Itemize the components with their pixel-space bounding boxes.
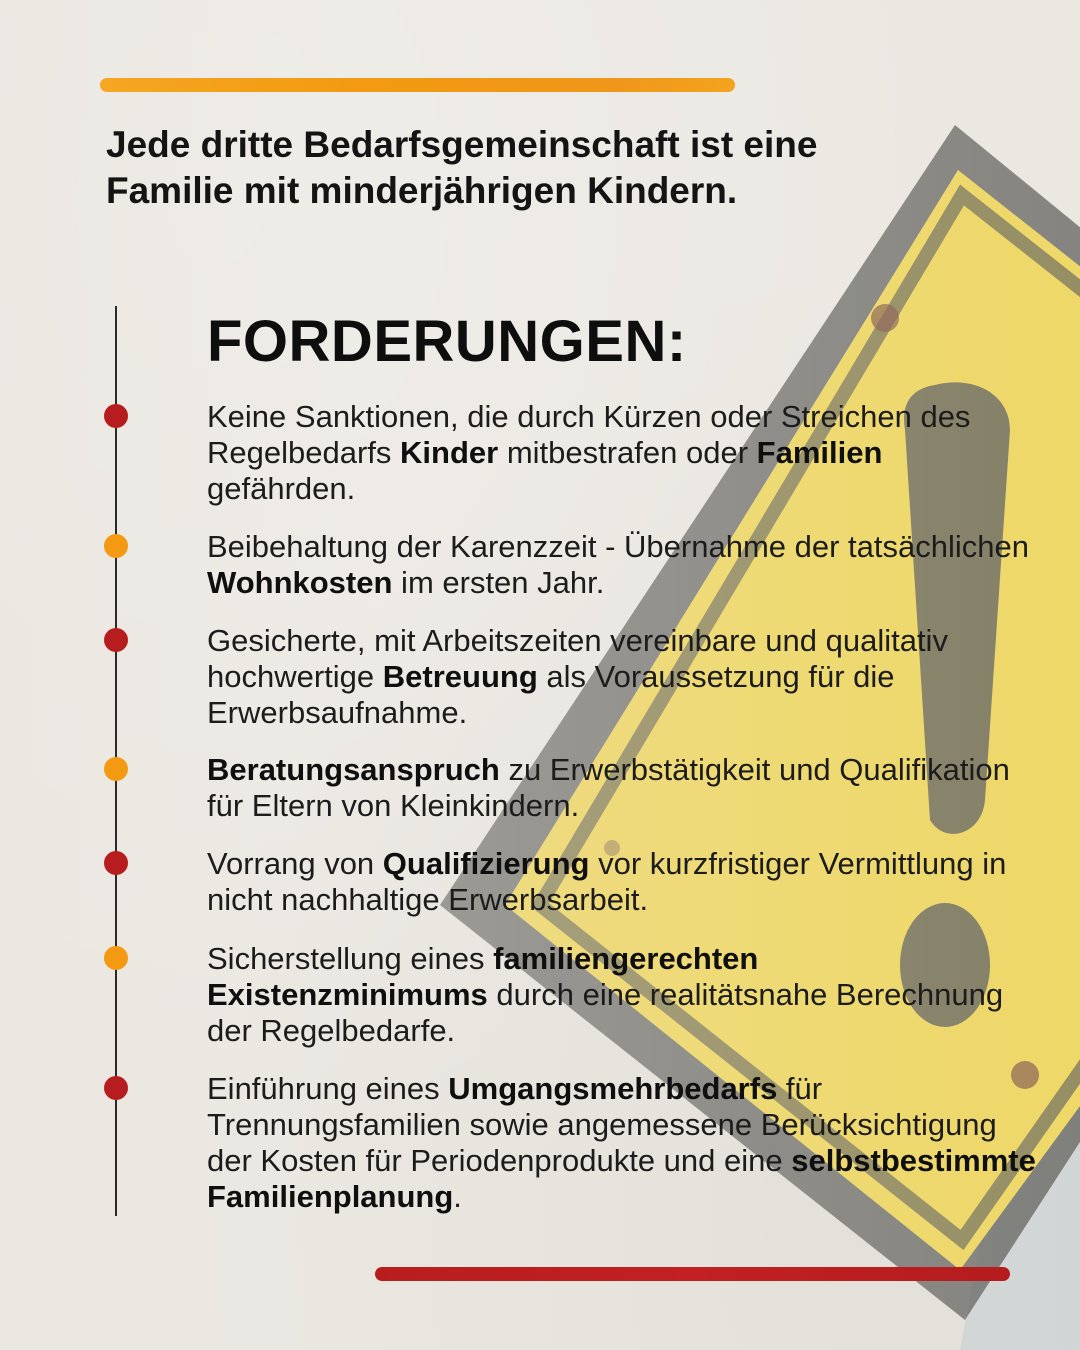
item-text: vor kurzfristiger Vermittlung in nicht nachhaltige Erwerbsarbeit.: [207, 846, 1007, 917]
item-bold: Familien: [756, 435, 883, 470]
section-title: FORDERUNGEN:: [207, 309, 687, 374]
item-text: als Voraussetzung für die Erwerbsaufnahme.: [207, 659, 895, 730]
item-bold: familiengerechten Existenzminimums: [207, 941, 759, 1012]
demand-item-1: [207, 399, 1037, 507]
item-bold: Wohnkosten: [207, 565, 393, 600]
demand-item-5: [207, 846, 1037, 918]
item-text: Einführung eines: [207, 1071, 449, 1106]
item-text: Beibehaltung der Karenzzeit - Übernahme der tatsächlichen: [207, 529, 1029, 564]
item-bold: Umgangsmehrbedarfs: [448, 1071, 778, 1106]
timeline-dot-4: [104, 757, 128, 781]
red-brush-stroke: [375, 1267, 1010, 1281]
item-text: Vorrang von: [207, 846, 383, 881]
headline-line-2: Familie mit minderjährigen Kindern.: [106, 170, 738, 211]
timeline-dot-6: [104, 946, 128, 970]
demand-item-7: [207, 1071, 1037, 1215]
item-bold: Beratungsanspruch: [207, 752, 500, 787]
headline: [106, 122, 966, 214]
timeline-dot-1: [104, 404, 128, 428]
item-bold: Qualifizierung: [382, 846, 590, 881]
item-text: Keine Sanktionen, die durch Kürzen oder Streichen des Regelbedarfs: [207, 399, 971, 470]
item-text: Sicherstellung eines: [207, 941, 494, 976]
demand-item-6: [207, 941, 1037, 1049]
headline-line-1: Jede dritte Bedarfsgemeinschaft ist eine: [106, 124, 818, 165]
timeline-dot-2: [104, 534, 128, 558]
item-bold: Betreuung: [382, 659, 538, 694]
item-text: Gesicherte, mit Arbeitszeiten vereinbare und qualitativ hochwertige: [207, 623, 948, 694]
orange-brush-stroke: [100, 78, 735, 92]
timeline-dot-7: [104, 1076, 128, 1100]
item-text: gefährden.: [207, 471, 356, 506]
item-text: für Trennungsfamilien sowie angemessene Berücksichtigung der Kosten für Periodenprodukte und eine: [207, 1071, 997, 1178]
timeline-dot-3: [104, 628, 128, 652]
item-bold: Kinder: [400, 435, 499, 470]
demand-item-2: [207, 529, 1037, 601]
demand-item-4: [207, 752, 1037, 824]
item-bold: selbstbestimmte Familienplanung: [207, 1143, 1036, 1214]
item-text: durch eine realitätsnahe Berechnung der Regelbedarfe.: [207, 977, 1004, 1048]
timeline-dot-5: [104, 851, 128, 875]
item-text: .: [453, 1179, 462, 1214]
demand-item-3: [207, 623, 1037, 731]
item-text: mitbestrafen oder: [498, 435, 757, 470]
item-text: zu Erwerbstätigkeit und Qualifikation für Eltern von Kleinkindern.: [207, 752, 1010, 823]
item-text: im ersten Jahr.: [392, 565, 605, 600]
